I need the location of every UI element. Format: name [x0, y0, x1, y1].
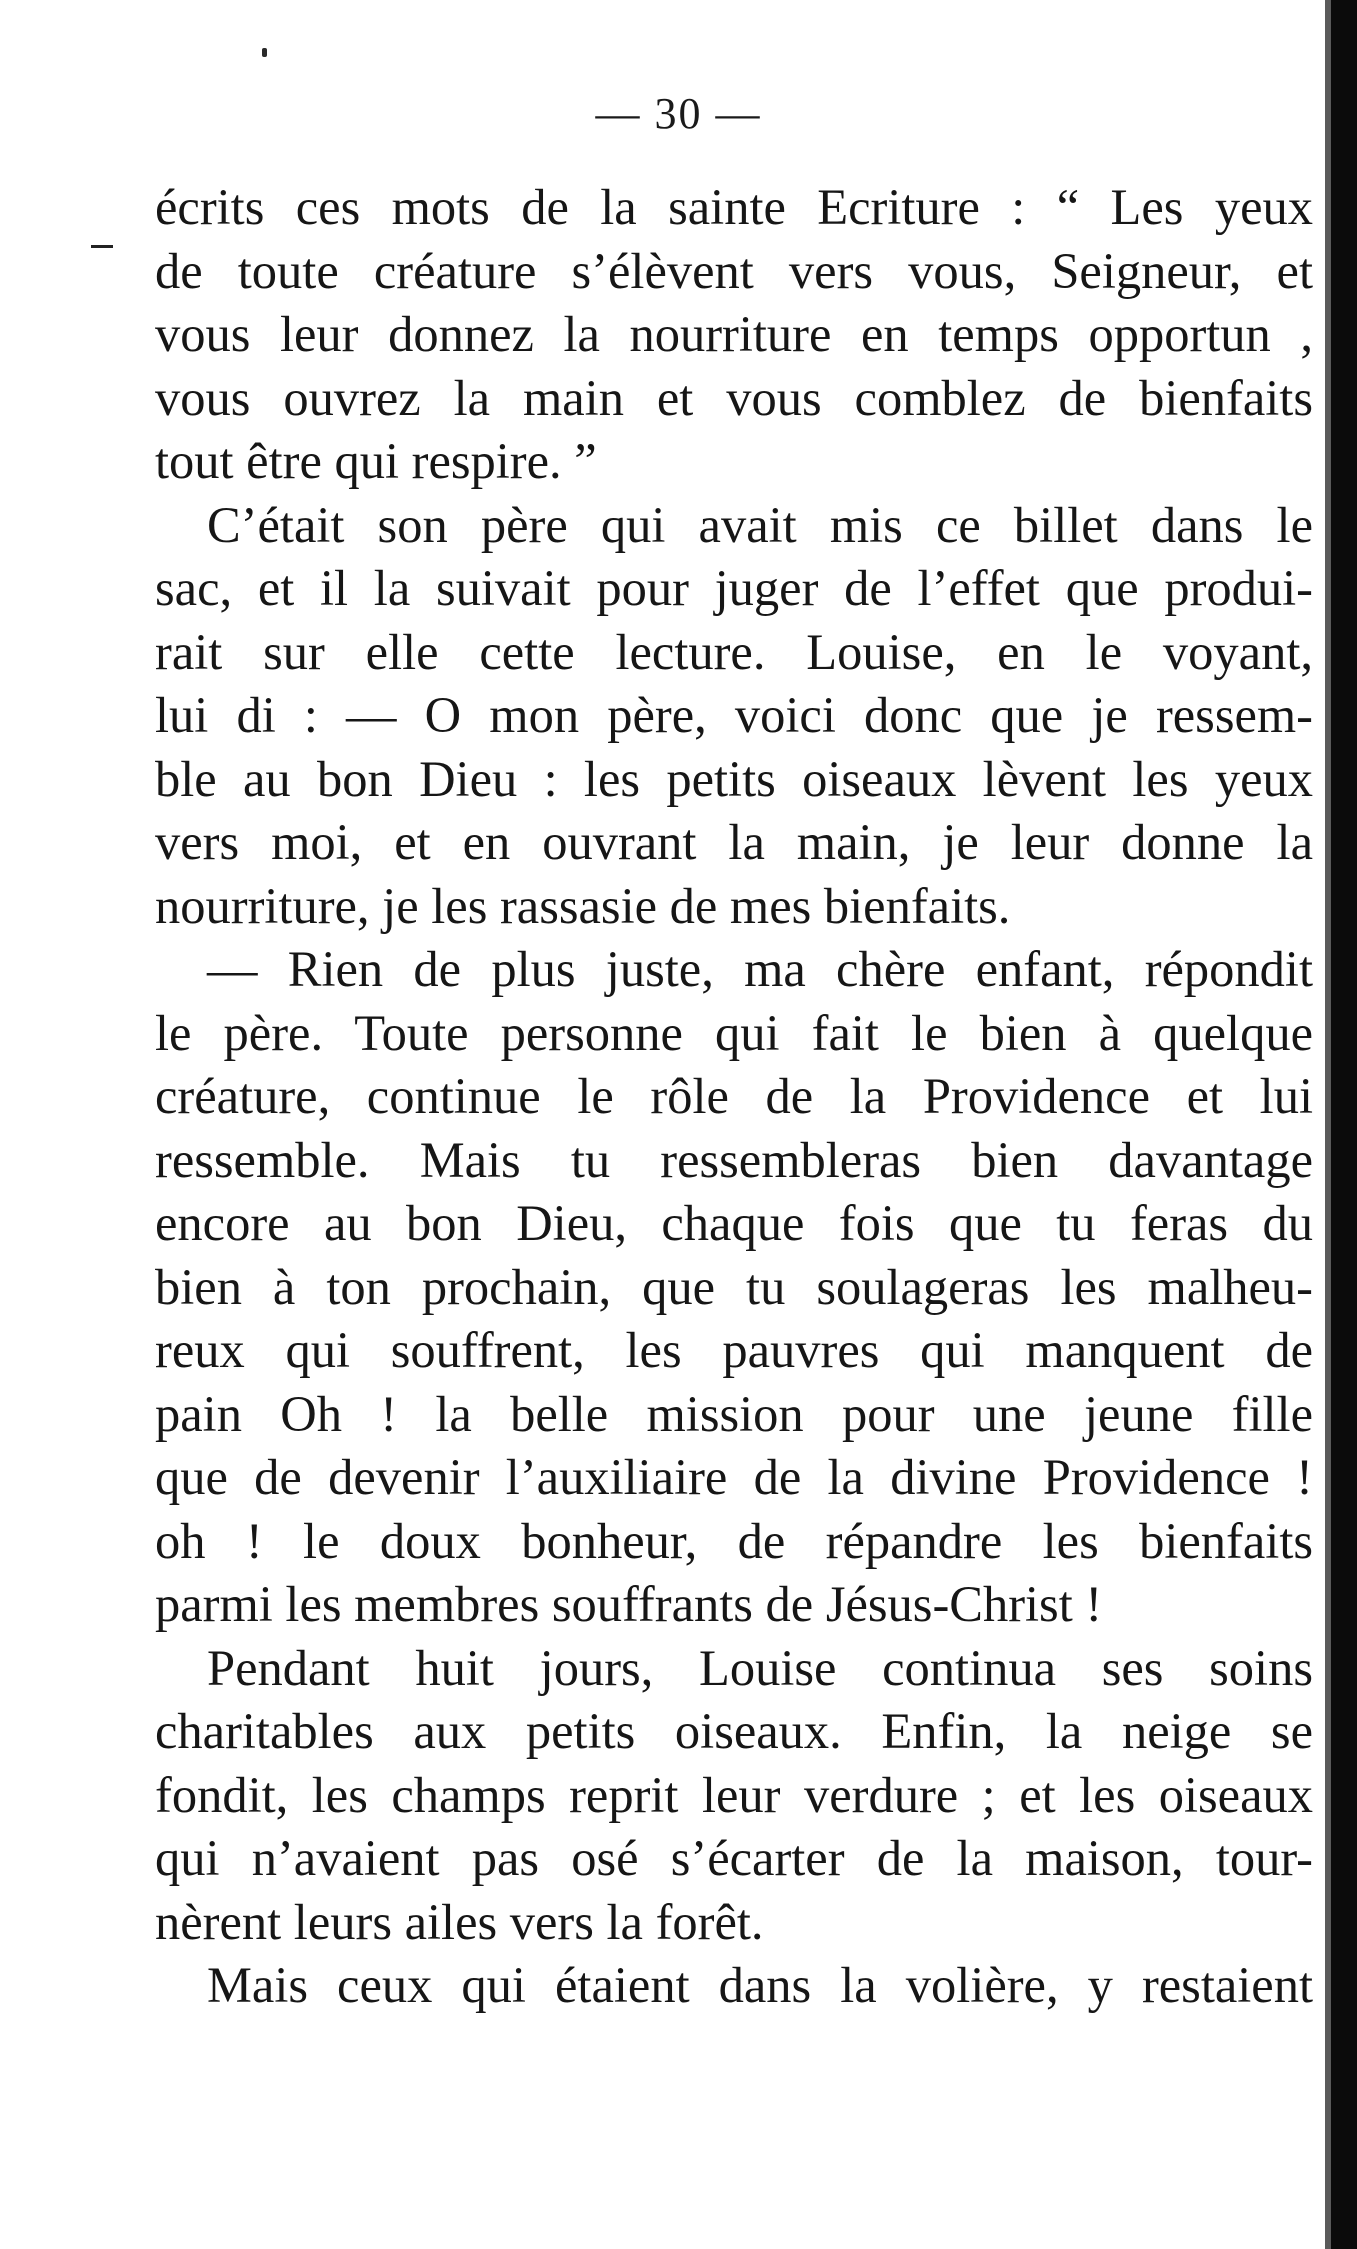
text-line: vers moi, et en ouvrant la main, je leur donne la — [155, 814, 1313, 870]
body-text — [155, 176, 1313, 2018]
text-line: parmi les membres souffrants de Jésus-Christ ! — [155, 1576, 1103, 1632]
page-edge-border — [1331, 0, 1357, 2249]
text-line: nèrent leurs ailes vers la forêt. — [155, 1893, 764, 1950]
text-line: ressemble. Mais tu ressembleras bien davantage — [155, 1131, 1313, 1188]
text-line: créature, continue le rôle de la Providence et lui — [155, 1068, 1313, 1124]
text-line: C’était son père qui avait mis ce billet dans le — [207, 496, 1313, 553]
text-line: vous leur donnez la nourriture en temps opportun , — [155, 306, 1313, 362]
text-line: pain Oh ! la belle mission pour une jeune fille — [155, 1385, 1313, 1442]
text-line: écrits ces mots de la sainte Ecriture : “ Les yeux — [155, 179, 1313, 235]
text-line: vous ouvrez la main et vous comblez de bienfaits — [155, 369, 1313, 426]
text-line: charitables aux petits oiseaux. Enfin, la neige se — [155, 1703, 1313, 1759]
text-line: qui n’avaient pas osé s’écarter de la maison, tour- — [155, 1830, 1313, 1886]
text-line: que de devenir l’auxiliaire de la divine Providence ! — [155, 1449, 1313, 1505]
text-line: rait sur elle cette lecture. Louise, en le voyant, — [155, 623, 1313, 680]
margin-mark — [91, 245, 113, 248]
text-line: reux qui souffrent, les pauvres qui manquent de — [155, 1322, 1313, 1378]
text-line: ble au bon Dieu : les petits oiseaux lèvent les yeux — [155, 750, 1313, 807]
text-line: fondit, les champs reprit leur verdure ; et les oiseaux — [155, 1766, 1313, 1823]
text-line: sac, et il la suivait pour juger de l’effet que produi- — [155, 560, 1313, 616]
text-line: tout être qui respire. ” — [155, 433, 597, 489]
text-line: de toute créature s’élèvent vers vous, Seigneur, et — [155, 242, 1313, 299]
text-line: le père. Toute personne qui fait le bien à quelque — [155, 1004, 1313, 1061]
text-line: bien à ton prochain, que tu soulageras les malheu- — [155, 1258, 1313, 1315]
text-line: oh ! le doux bonheur, de répandre les bienfaits — [155, 1512, 1313, 1569]
text-line: — Rien de plus juste, ma chère enfant, répondit — [207, 941, 1313, 997]
ink-speck — [262, 48, 267, 57]
text-line: nourriture, je les rassasie de mes bienfaits. — [155, 877, 1011, 934]
page-number: — 30 — — [595, 89, 762, 138]
text-line: encore au bon Dieu, chaque fois que tu feras du — [155, 1195, 1313, 1251]
text-line: Mais ceux qui étaient dans la volière, y restaient — [207, 1957, 1313, 2013]
text-line: Pendant huit jours, Louise continua ses soins — [207, 1639, 1313, 1696]
text-line: lui di : — O mon père, voici donc que je ressem- — [155, 687, 1313, 743]
